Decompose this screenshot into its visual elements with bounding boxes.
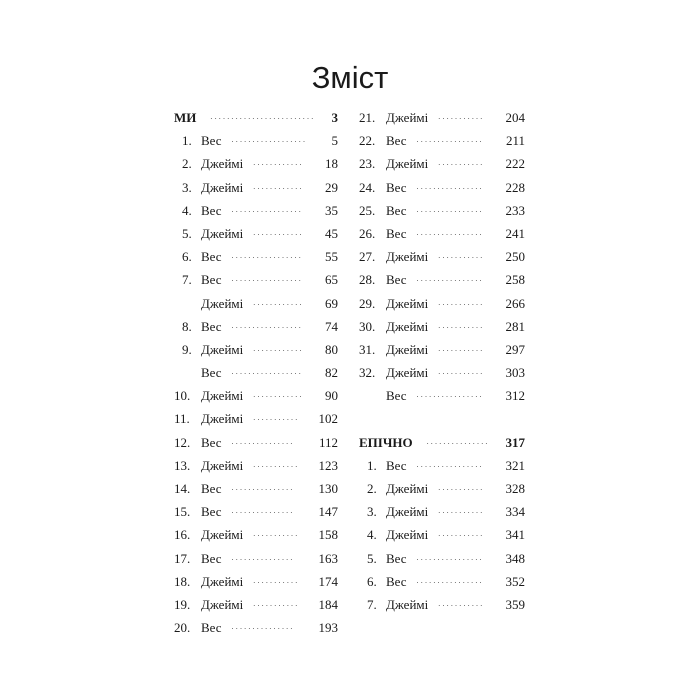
toc-leader-dots: .................. — [231, 135, 308, 145]
toc-leader-dots: ............... — [426, 436, 490, 446]
toc-entry[interactable] — [174, 222, 338, 245]
toc-entry-number: 27. — [359, 249, 376, 265]
toc-leader-dots: ............ — [253, 390, 304, 400]
toc-page-number: 29 — [325, 179, 338, 195]
toc-entry-number: 6. — [182, 249, 192, 265]
toc-entry[interactable] — [174, 199, 338, 222]
toc-page-number: 281 — [505, 318, 525, 334]
toc-entry-label: Вес — [201, 202, 222, 218]
toc-entry[interactable] — [359, 315, 525, 338]
toc-entry-number: 4. — [182, 202, 192, 218]
toc-page-number: 334 — [505, 504, 525, 520]
toc-leader-dots: ................. — [231, 320, 303, 330]
toc-entry[interactable] — [174, 523, 338, 546]
toc-entry-number: 24. — [359, 179, 376, 195]
toc-leader-dots: ........... — [438, 251, 485, 261]
toc-entry-label: Вес — [386, 133, 407, 149]
toc-entry-label: Вес — [386, 457, 407, 473]
toc-leader-dots: ........... — [438, 343, 485, 353]
toc-page-number: 147 — [318, 504, 338, 520]
toc-leader-dots: ........... — [438, 506, 485, 516]
toc-entry-label: Вес — [386, 550, 407, 566]
toc-entry-label: Вес — [201, 481, 222, 496]
toc-entry-label: Вес — [201, 550, 222, 566]
toc-leader-dots: ................ — [416, 227, 484, 237]
toc-page-number: 163 — [318, 550, 338, 566]
toc-page-number: 18 — [325, 156, 338, 172]
toc-entry-number: 31. — [359, 341, 376, 357]
toc-page-number: 341 — [505, 527, 525, 543]
toc-entry[interactable] — [359, 199, 525, 222]
toc-leader-dots: ................. — [231, 274, 303, 284]
toc-entry[interactable] — [174, 431, 338, 454]
toc-page-number: 82 — [325, 365, 338, 381]
toc-entry[interactable] — [174, 152, 338, 175]
toc-entry-label: Джеймі — [201, 225, 244, 241]
toc-entry-label: Джеймі — [386, 110, 429, 125]
toc-page-number: 3 — [331, 110, 338, 125]
toc-entry-number: 1. — [182, 133, 192, 149]
toc-page-number: 5 — [331, 133, 338, 149]
toc-leader-dots: ................ — [416, 575, 484, 585]
toc-left-column — [174, 106, 338, 639]
toc-entry-number: 16. — [174, 527, 191, 543]
toc-entry-label: Вес — [201, 365, 222, 381]
page-title: Зміст — [311, 60, 389, 95]
toc-entry-number: 22. — [359, 133, 376, 149]
toc-entry-number: 7. — [367, 596, 377, 612]
toc-entry[interactable] — [174, 547, 338, 570]
toc-entry-number: 2. — [182, 156, 192, 172]
toc-entry[interactable] — [174, 407, 338, 430]
toc-entry-number: 14. — [174, 481, 191, 496]
toc-leader-dots: ............... — [231, 552, 295, 562]
toc-page-number: 193 — [318, 620, 338, 636]
toc-entry-label: Вес — [386, 225, 407, 241]
toc-leader-dots: ........... — [438, 529, 485, 539]
toc-leader-dots: ............... — [231, 436, 295, 446]
toc-page-number: 241 — [505, 225, 525, 241]
toc-section-label: ЕПІЧНО — [359, 434, 413, 450]
toc-page-number: 297 — [505, 341, 525, 357]
toc-entry-number: 25. — [359, 202, 376, 218]
toc-entry-label: Вес — [386, 573, 407, 589]
toc-leader-dots: ................ — [416, 274, 484, 284]
toc-leader-dots: ......................... — [210, 112, 316, 121]
toc-entry-label: Джеймі — [201, 295, 244, 311]
toc-page-number: 204 — [505, 110, 525, 125]
toc-entry-label: Вес — [201, 620, 222, 636]
toc-page-number: 321 — [505, 457, 525, 473]
toc-leader-dots: ............ — [253, 181, 304, 191]
toc-entry[interactable] — [359, 523, 525, 546]
toc-entry[interactable] — [359, 361, 525, 384]
toc-entry[interactable] — [359, 338, 525, 361]
toc-leader-dots: ................. — [231, 204, 303, 214]
toc-entry-label: Джеймі — [201, 179, 244, 195]
toc-entry-number: 3. — [182, 179, 192, 195]
toc-page-number: 352 — [505, 573, 525, 589]
toc-entry-number: 23. — [359, 156, 376, 172]
toc-entry-label: Джеймі — [386, 249, 429, 265]
toc-entry-number: 10. — [174, 388, 191, 404]
toc-entry-label: Джеймі — [386, 481, 429, 496]
toc-entry[interactable] — [359, 106, 525, 129]
toc-page-number: 184 — [318, 596, 338, 612]
toc-entry-number: 3. — [367, 504, 377, 520]
toc-entry-number: 30. — [359, 318, 376, 334]
toc-entry-label: Джеймі — [201, 341, 244, 357]
toc-page-number: 211 — [505, 133, 525, 149]
toc-entry[interactable] — [359, 454, 525, 477]
toc-leader-dots: ................. — [231, 251, 303, 261]
toc-entry-number: 18. — [174, 573, 191, 589]
toc-entry-label: Джеймі — [201, 156, 244, 172]
toc-page-number: 312 — [505, 388, 525, 404]
toc-entry[interactable] — [359, 152, 525, 175]
toc-leader-dots: ................ — [416, 552, 484, 562]
toc-entry-label: Джеймі — [386, 365, 429, 381]
toc-entry-number: 9. — [182, 341, 192, 357]
toc-entry-number: 26. — [359, 225, 376, 241]
toc-entry-label: Вес — [386, 388, 407, 404]
toc-entry[interactable] — [359, 268, 525, 291]
toc-entry-label: Джеймі — [201, 457, 244, 473]
toc-entry-label: Вес — [201, 434, 222, 450]
toc-page-number: 130 — [318, 481, 338, 496]
toc-entry-number: 2. — [367, 481, 377, 496]
toc-section-label: МИ — [174, 110, 197, 125]
toc-entry-number: 17. — [174, 550, 191, 566]
toc-entry-label: Вес — [201, 318, 222, 334]
toc-page-number: 55 — [325, 249, 338, 265]
toc-entry[interactable] — [174, 176, 338, 199]
toc-entry-label: Джеймі — [386, 318, 429, 334]
toc-leader-dots: ........... — [438, 483, 485, 492]
toc-leader-dots: ............ — [253, 158, 304, 168]
toc-entry-label: Джеймі — [201, 596, 244, 612]
toc-page-number: 233 — [505, 202, 525, 218]
toc-entry[interactable] — [359, 547, 525, 570]
toc-page-number: 45 — [325, 225, 338, 241]
toc-entry-label: Джеймі — [386, 504, 429, 520]
toc-entry-number: 7. — [182, 272, 192, 288]
toc-entry[interactable] — [359, 292, 525, 315]
toc-entry-label: Вес — [386, 202, 407, 218]
toc-entry-label: Вес — [201, 272, 222, 288]
toc-entry-number: 29. — [359, 295, 376, 311]
toc-entry-label: Джеймі — [386, 156, 429, 172]
toc-entry-label: Джеймі — [201, 411, 244, 427]
toc-entry[interactable] — [359, 176, 525, 199]
toc-page-number: 348 — [505, 550, 525, 566]
toc-leader-dots: ........... — [438, 367, 485, 377]
toc-entry[interactable] — [359, 129, 525, 152]
toc-entry-label: Вес — [386, 272, 407, 288]
toc-entry[interactable] — [174, 454, 338, 477]
toc-entry[interactable] — [174, 338, 338, 361]
toc-leader-dots: ................. — [231, 367, 303, 377]
toc-spacer — [359, 407, 525, 430]
toc-page-number: 266 — [505, 295, 525, 311]
toc-entry[interactable] — [359, 245, 525, 268]
toc-page-number: 228 — [505, 179, 525, 195]
toc-entry[interactable] — [174, 268, 338, 291]
toc-entry-label: Джеймі — [386, 596, 429, 612]
toc-leader-dots: ............... — [231, 506, 295, 516]
toc-leader-dots: ........... — [438, 297, 485, 307]
toc-entry-number: 5. — [367, 550, 377, 566]
toc-entry-number: 12. — [174, 434, 191, 450]
toc-entry[interactable] — [359, 477, 525, 500]
toc-page-number: 74 — [325, 318, 338, 334]
toc-leader-dots: ............ — [253, 227, 304, 237]
toc-leader-dots: ............ — [253, 297, 304, 307]
toc-entry-label: Джеймі — [201, 388, 244, 404]
toc-entry[interactable] — [174, 570, 338, 593]
toc-entry[interactable] — [174, 315, 338, 338]
toc-entry-number: 6. — [367, 573, 377, 589]
toc-entry[interactable] — [174, 616, 338, 639]
toc-entry-number: 4. — [367, 527, 377, 543]
toc-entry-number: 19. — [174, 596, 191, 612]
toc-leader-dots: ........... — [438, 320, 485, 330]
toc-entry-number: 28. — [359, 272, 376, 288]
toc-page-number: 102 — [318, 411, 338, 427]
toc-entry[interactable] — [174, 292, 338, 315]
toc-leader-dots: ........... — [438, 112, 485, 121]
toc-page-number: 69 — [325, 295, 338, 311]
toc-leader-dots: ............... — [231, 483, 295, 492]
toc-leader-dots: ................ — [416, 181, 484, 191]
toc-page-number: 250 — [505, 249, 525, 265]
toc-page-number: 222 — [505, 156, 525, 172]
toc-entry-label: Джеймі — [386, 295, 429, 311]
toc-entry-number: 1. — [367, 457, 377, 473]
toc-page-number: 80 — [325, 341, 338, 357]
toc-leader-dots: ........... — [253, 575, 300, 585]
toc-entry-label: Джеймі — [201, 573, 244, 589]
toc-entry[interactable] — [174, 477, 338, 500]
toc-page-number: 90 — [325, 388, 338, 404]
toc-entry-label: Вес — [386, 179, 407, 195]
toc-leader-dots: ............... — [231, 622, 295, 632]
toc-page-number: 35 — [325, 202, 338, 218]
toc-entry-number: 13. — [174, 457, 191, 473]
toc-right-column — [359, 106, 525, 616]
toc-leader-dots: ................ — [416, 390, 484, 400]
toc-entry-label: Вес — [201, 249, 222, 265]
toc-entry-number: 8. — [182, 318, 192, 334]
toc-entry[interactable] — [359, 593, 525, 616]
toc-entry-label: Вес — [201, 133, 222, 149]
toc-section-heading[interactable] — [359, 431, 525, 454]
toc-leader-dots: ........... — [438, 598, 485, 608]
toc-entry-number: 15. — [174, 504, 191, 520]
toc-leader-dots: ................ — [416, 459, 484, 469]
toc-entry-label: Джеймі — [201, 527, 244, 543]
toc-page-number: 123 — [318, 457, 338, 473]
toc-entry-number: 20. — [174, 620, 191, 636]
toc-entry[interactable] — [174, 500, 338, 523]
toc-entry[interactable] — [174, 129, 338, 152]
toc-leader-dots: ........... — [253, 598, 300, 608]
toc-leader-dots: ........... — [253, 459, 300, 469]
toc-page-number: 359 — [505, 596, 525, 612]
toc-leader-dots: ........... — [253, 529, 300, 539]
toc-entry[interactable] — [359, 222, 525, 245]
toc-leader-dots: ............ — [253, 343, 304, 353]
toc-page-number: 317 — [505, 434, 525, 450]
toc-entry[interactable] — [359, 500, 525, 523]
toc-entry-number: 21. — [359, 110, 376, 125]
toc-page-number: 174 — [318, 573, 338, 589]
toc-entry-number: 32. — [359, 365, 376, 381]
toc-leader-dots: ................ — [416, 135, 484, 145]
toc-entry-number: 11. — [174, 411, 190, 427]
toc-entry-number: 5. — [182, 225, 192, 241]
toc-leader-dots: ........... — [253, 413, 300, 423]
toc-page-number: 328 — [505, 481, 525, 496]
toc-entry-label: Джеймі — [386, 527, 429, 543]
toc-page-number: 158 — [318, 527, 338, 543]
toc-entry[interactable] — [174, 245, 338, 268]
toc-entry[interactable] — [174, 384, 338, 407]
toc-entry[interactable] — [359, 384, 525, 407]
toc-entry-label: Джеймі — [386, 341, 429, 357]
toc-entry[interactable] — [359, 570, 525, 593]
toc-page-number: 258 — [505, 272, 525, 288]
toc-page-number: 112 — [318, 434, 338, 450]
toc-leader-dots: ........... — [438, 158, 485, 168]
toc-leader-dots: ................ — [416, 204, 484, 214]
toc-entry[interactable] — [174, 361, 338, 384]
toc-entry-label: Вес — [201, 504, 222, 520]
toc-page-number: 303 — [505, 365, 525, 381]
toc-section-heading[interactable] — [174, 106, 338, 129]
toc-page-number: 65 — [325, 272, 338, 288]
toc-entry[interactable] — [174, 593, 338, 616]
